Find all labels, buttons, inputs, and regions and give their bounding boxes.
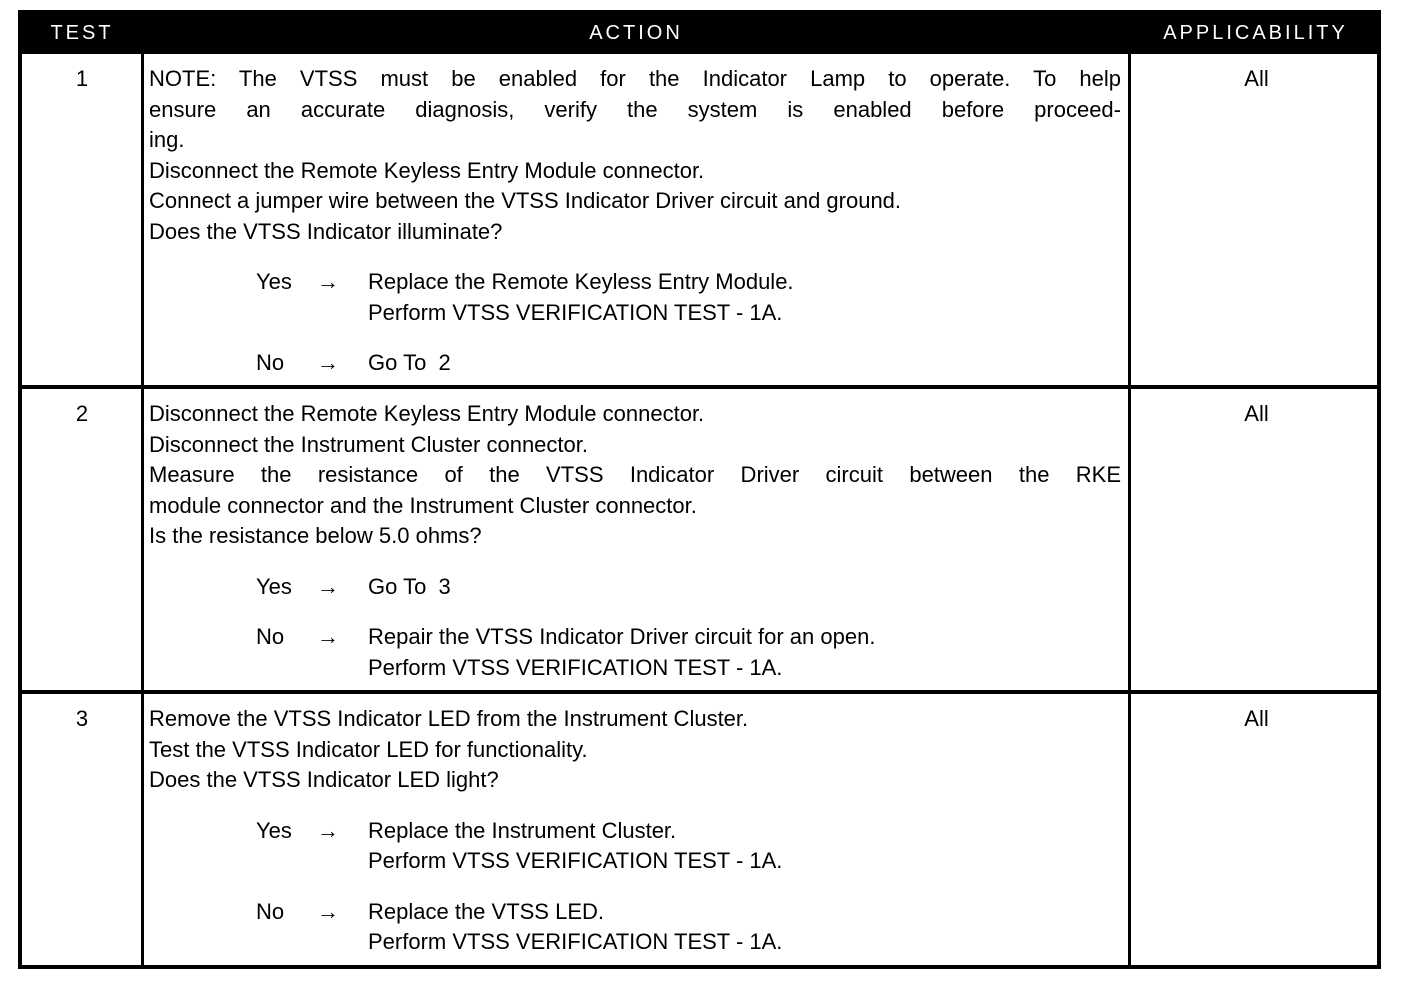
answer-yes [149, 267, 1121, 328]
answer-no [149, 622, 1121, 683]
action-line: ing. [149, 127, 185, 152]
table-header [22, 14, 1377, 54]
diagnostic-table [18, 10, 1381, 969]
action-line: Connect a jumper wire between the VTSS Indicator Driver circuit and ground. [149, 188, 902, 213]
applicability-cell: All [1244, 401, 1269, 426]
action-cell [149, 64, 1121, 379]
answer-result: Perform VTSS VERIFICATION TEST - 1A. [368, 299, 783, 325]
answer-result: Perform VTSS VERIFICATION TEST - 1A. [368, 929, 783, 954]
answer-result: Replace the VTSS LED. [368, 898, 605, 924]
answer-result: Repair the VTSS Indicator Driver circuit for an open. [368, 624, 876, 649]
action-line: Disconnect the Instrument Cluster connector. [149, 431, 588, 457]
answer-label: Yes [256, 573, 292, 599]
answer-result: Perform VTSS VERIFICATION TEST - 1A. [368, 848, 783, 873]
answer-result: Go To 2 [368, 350, 451, 375]
action-line: Is the resistance below 5.0 ohms? [149, 523, 482, 548]
test-number: 3 [75, 706, 89, 731]
action-line: Measure the resistance of the VTSS Indicator Driver circuit between the RKE [149, 462, 1121, 487]
header-test: TEST [50, 22, 114, 44]
answer-label: Yes [256, 269, 292, 294]
action-line: Does the VTSS Indicator illuminate? [149, 218, 503, 244]
applicability-cell: All [1244, 706, 1269, 731]
action-line: ensure an accurate diagnosis, verify the system is enabled before proceed- [149, 96, 1121, 122]
action-line: Test the VTSS Indicator LED for functionality. [149, 736, 588, 762]
arrow-icon: → [317, 624, 339, 649]
action-cell [149, 399, 1121, 683]
table-row [22, 54, 1377, 385]
arrow-icon: → [317, 573, 339, 599]
answer-label: No [256, 624, 285, 649]
header-action: ACTION [589, 22, 683, 44]
header-applicability: APPLICABILITY [1163, 22, 1348, 44]
action-line: Disconnect the Remote Keyless Entry Module connector. [149, 157, 705, 183]
answer-yes [149, 572, 1121, 603]
action-line: NOTE: The VTSS must be enabled for the Indicator Lamp to operate. To help [149, 66, 1121, 91]
action-cell [149, 704, 1121, 958]
action-line: Disconnect the Remote Keyless Entry Module connector. [149, 401, 705, 426]
answer-label: Yes [256, 817, 292, 843]
answer-result: Perform VTSS VERIFICATION TEST - 1A. [368, 654, 783, 680]
answer-result: Go To 3 [368, 573, 451, 599]
action-line: Remove the VTSS Indicator LED from the Instrument Cluster. [149, 706, 749, 731]
answer-yes [149, 816, 1121, 877]
arrow-icon: → [317, 350, 339, 375]
answer-label: No [256, 350, 285, 375]
answer-result: Replace the Remote Keyless Entry Module. [368, 269, 794, 294]
applicability-cell: All [1244, 66, 1269, 91]
arrow-icon: → [317, 269, 339, 294]
action-line: Does the VTSS Indicator LED light? [149, 767, 499, 792]
arrow-icon: → [317, 898, 339, 924]
answer-result: Replace the Instrument Cluster. [368, 817, 677, 843]
answer-no [149, 897, 1121, 958]
table-row [22, 389, 1377, 690]
arrow-icon: → [317, 817, 339, 843]
action-line: module connector and the Instrument Cluster connector. [149, 492, 697, 518]
table-row [22, 694, 1377, 969]
answer-no [149, 348, 1121, 379]
answer-label: No [256, 898, 285, 924]
test-number: 1 [75, 66, 89, 91]
test-number: 2 [75, 401, 89, 426]
